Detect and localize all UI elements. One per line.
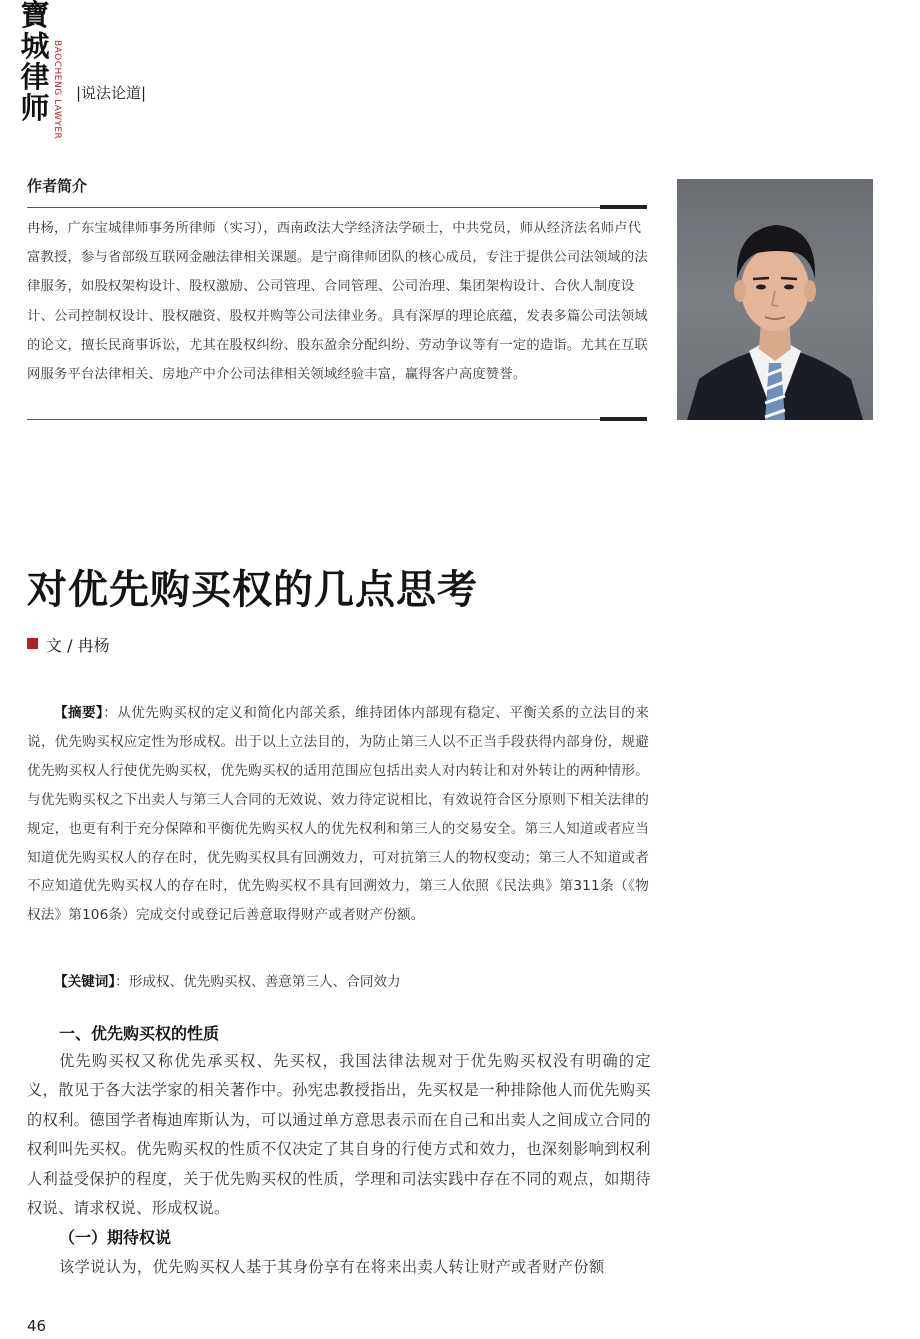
section-paragraph: 优先购买权又称优先承买权、先买权，我国法律法规对于优先购买权没有明确的定义，散见于各大法学家的相关著作中。孙宪忠教授指出，先买权是一种排除他人而优先购买的权利。德国学者梅迪库斯认为，可以通过单方意思表示而在自己和出卖人之间成立合同的权利叫先买权。优先购买权的性质不仅决定了其自身的行使方式和效力，也深刻影响到权利人利益受保护的程度，关于优先购买权的性质，学理和司法实践中存在不同的观点，如期待权说、请求权说、形成权说。 <box>27 1052 651 1218</box>
subsection-heading: （一）期待权说 <box>59 1228 172 1247</box>
abstract-paragraph <box>27 699 649 930</box>
author-top-rule <box>27 207 647 208</box>
section-heading: 一、优先购买权的性质 <box>59 1024 220 1043</box>
page-number: 46 <box>27 1317 47 1335</box>
author-portrait <box>677 179 873 420</box>
byline-marker <box>27 638 38 649</box>
abstract-text: ：从优先购买权的定义和简化内部关系，维持团体内部现有稳定、平衡关系的立法目的来说，优先购买权应定性为形成权。出于以上立法目的，为防止第三人以不正当手段获得内部身份，规避优先购买权人行使优先购买权，优先购买权的适用范围应包括出卖人对内转让和对外转让的两种情形。与优先购买权之下出卖人与第三人合同的无效说、效力待定说相比，有效说符合区分原则下相关法律的规定，也更有利于充分保障和平衡优先购买权人的优先权利和第三人的交易安全。第三人知道或者应当知道优先购买权人的存在时，优先购买权具有回溯效力，可对抗第三人的物权变动；第三人不知道或者不应知道优先购买权人的存在时，优先购买权不具有回溯效力，第三人依照《民法典》第311条（《物权法》第106条）完成交付或登记后善意取得财产或者财产份额。 <box>27 705 649 924</box>
section-tag: |说法论道| <box>76 84 147 102</box>
subsection-paragraph: 该学说认为，优先购买权人基于其身份享有在将来出卖人转让财产或者财产份额 <box>59 1258 605 1276</box>
keywords-text: ：形成权、优先购买权、善意第三人、合同效力 <box>115 974 401 990</box>
article-byline: 文 / 冉杨 <box>46 636 110 655</box>
article-title: 对优先购买权的几点思考 <box>27 566 478 613</box>
author-bottom-rule <box>27 419 647 420</box>
keywords-label: 【关键词】 <box>54 974 116 990</box>
author-bottom-rule-accent <box>600 417 647 421</box>
author-top-rule-accent <box>600 205 647 209</box>
author-heading: 作者简介 <box>27 177 88 195</box>
keywords-line <box>54 970 654 990</box>
author-bio: 冉杨，广东宝城律师事务所律师（实习），西南政法大学经济法学硕士，中共党员，师从经济法名师卢代富教授，参与省部级互联网金融法律相关课题。是宁商律师团队的核心成员，专注于提供公司法领域的法律服务，如股权架构设计、股权激励、公司管理、合同管理、公司治理、集团架构设计、合伙人制度设计、公司控制权设计、股权融资、股权并购等公司法律业务。具有深厚的理论底蕴，发表多篇公司法领域的论文，擅长民商事诉讼，尤其在股权纠纷、股东盈余分配纠纷、劳动争议等有一定的造诣。尤其在互联网服务平台法律相关、房地产中介公司法律相关领域经验丰富，赢得客户高度赞誉。 <box>27 221 648 383</box>
portrait-illustration <box>677 179 873 420</box>
abstract-label: 【摘要】 <box>54 705 104 721</box>
logo-calligraphy: 寶城律师 <box>20 0 50 125</box>
logo-english: BAOCHENG LAWYER <box>52 40 62 140</box>
